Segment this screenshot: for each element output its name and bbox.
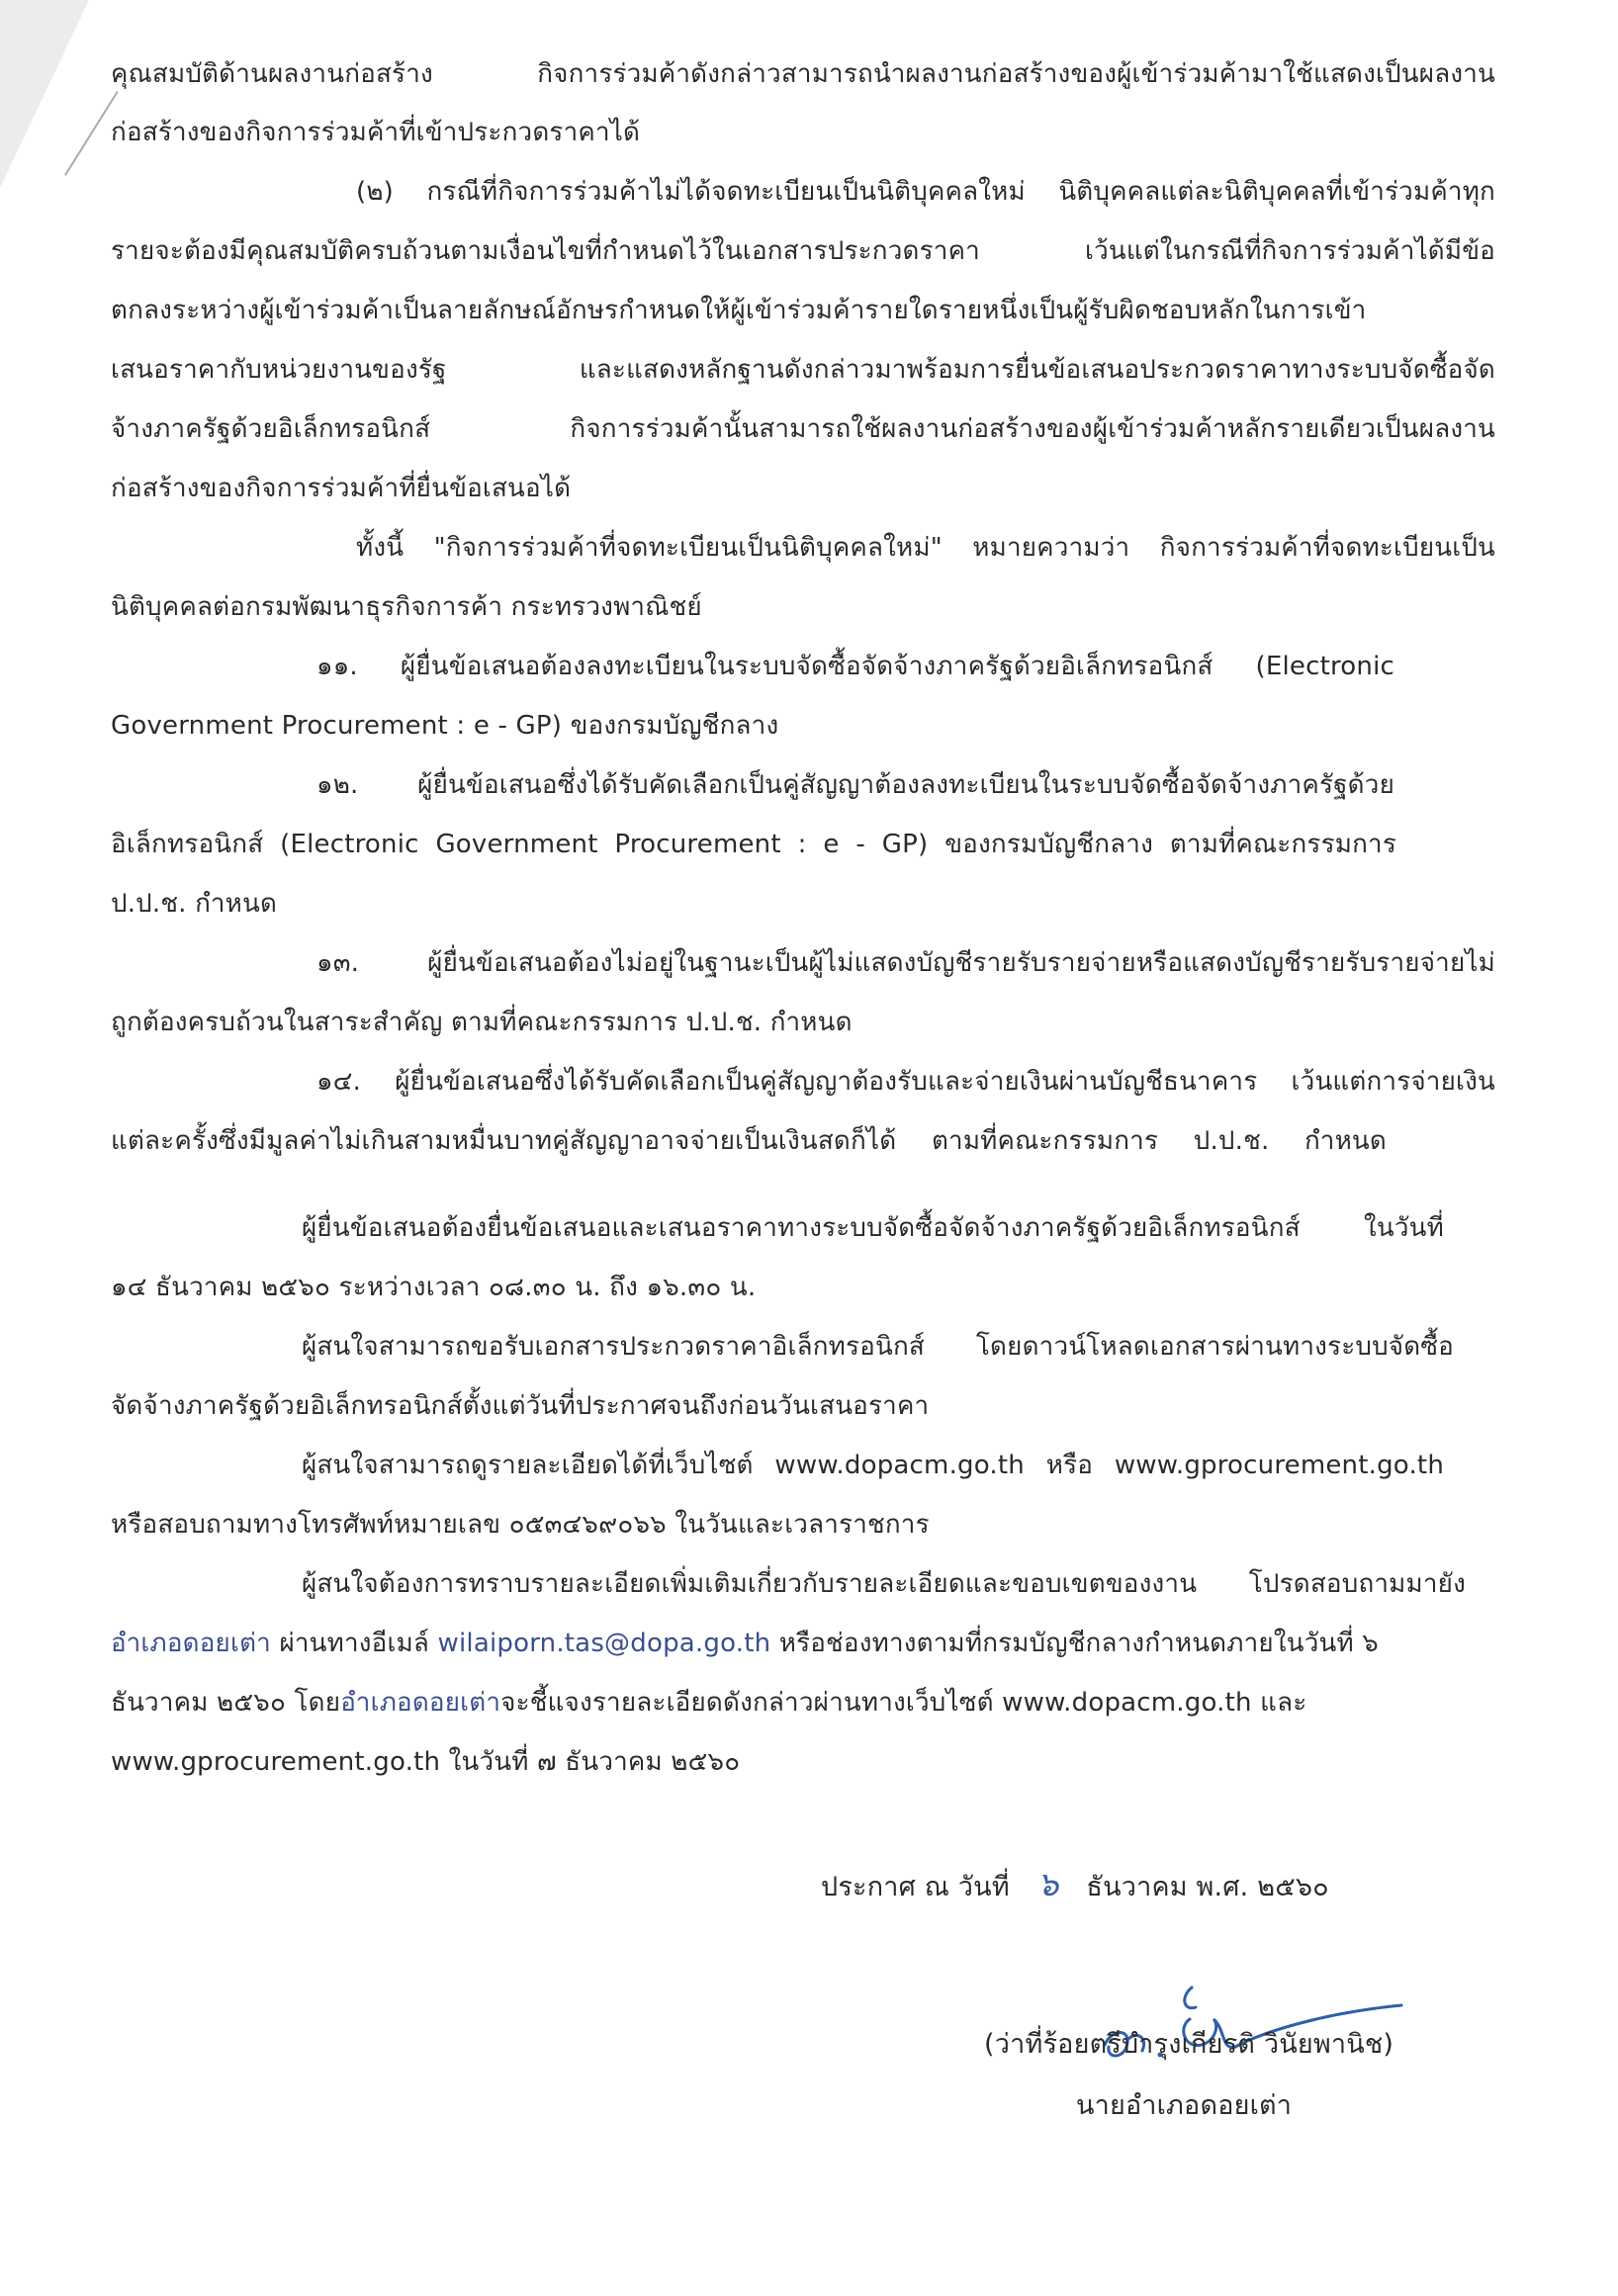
date-text: ธันวาคม ๒๕๖๐ โดย bbox=[111, 1688, 341, 1718]
announcement-month-year: ธันวาคม พ.ศ. ๒๕๖๐ bbox=[1086, 1872, 1329, 1902]
signer-name: (ว่าที่ร้อยตรีบำรุงเกียรติ วินัยพานิช) bbox=[984, 2029, 1394, 2060]
contact-line: www.gprocurement.go.th ในวันที่ ๗ ธันวาคม ๒๕๖๐ bbox=[111, 1747, 741, 1777]
district-name: อำเภอดอยเต่า bbox=[111, 1629, 271, 1658]
contact-email: wilaiporn.tas@dopa.go.th bbox=[437, 1629, 771, 1658]
submission-line: ๑๔ ธันวาคม ๒๕๖๐ ระหว่างเวลา ๐๘.๓๐ น. ถึง ๑๖.๓๐ น. bbox=[111, 1273, 757, 1302]
paragraph-line: ก่อสร้างของกิจการร่วมค้าที่เข้าประกวดราคาได้ bbox=[111, 118, 641, 147]
clause-12-line: ป.ป.ช. กำหนด bbox=[111, 889, 278, 919]
paragraph-line: นิติบุคคลต่อกรมพัฒนาธุรกิจการค้า กระทรวงพาณิชย์ bbox=[111, 592, 702, 622]
contact-line: ผู้สนใจต้องการทราบรายละเอียดเพิ่มเติมเกี่ยวกับรายละเอียดและขอบเขตของงาน โปรดสอบถามมายัง bbox=[302, 1569, 1466, 1599]
download-line: จัดจ้างภาครัฐด้วยอิเล็กทรอนิกส์ตั้งแต่วันที่ประกาศจนถึงก่อนวันเสนอราคา bbox=[111, 1391, 930, 1421]
clause-14-line: แต่ละครั้งซึ่งมีมูลค่าไม่เกินสามหมื่นบาทคู่สัญญาอาจจ่ายเป็นเงินสดก็ได้ ตามที่คณะกรรมการ ป.ป.ช. กำหนด bbox=[111, 1126, 1387, 1156]
paragraph-line: ก่อสร้างของกิจการร่วมค้าที่ยื่นข้อเสนอได้ bbox=[111, 474, 572, 503]
clause-12-line: อิเล็กทรอนิกส์ (Electronic Government Procurement : e - GP) ของกรมบัญชีกลาง ตามที่คณะกรรมการ bbox=[111, 830, 1396, 859]
clause-11-line: ๑๑. ผู้ยื่นข้อเสนอต้องลงทะเบียนในระบบจัดซื้อจัดจ้างภาครัฐด้วยอิเล็กทรอนิกส์ (Electronic bbox=[316, 652, 1394, 681]
clause-12-line: ๑๒. ผู้ยื่นข้อเสนอซึ่งได้รับคัดเลือกเป็นคู่สัญญาต้องลงทะเบียนในระบบจัดซื้อจัดจ้างภาครัฐด้วย bbox=[316, 770, 1394, 800]
paragraph-line: คุณสมบัติด้านผลงานก่อสร้าง กิจการร่วมค้าดังกล่าวสามารถนำผลงานก่อสร้างของผู้เข้าร่วมค้ามาใช้แสดงเป็นผลงาน bbox=[111, 59, 1495, 89]
submission-line: ผู้ยื่นข้อเสนอต้องยื่นข้อเสนอและเสนอราคาทางระบบจัดซื้อจัดจ้างภาครัฐด้วยอิเล็กทรอนิกส์ ในวันที่ bbox=[302, 1213, 1444, 1243]
announcement-label: ประกาศ ณ วันที่ bbox=[821, 1872, 1010, 1902]
paragraph-line: รายจะต้องมีคุณสมบัติครบถ้วนตามเงื่อนไขที่กำหนดไว้ในเอกสารประกวดราคา เว้นแต่ในกรณีที่กิจการร่วมค้าได้มีข้อ bbox=[111, 236, 1495, 266]
signer-position: นายอำเภอดอยเต่า bbox=[1076, 2090, 1293, 2121]
paragraph-line: ทั้งนี้ "กิจการร่วมค้าที่จดทะเบียนเป็นนิติบุคคลใหม่" หมายความว่า กิจการร่วมค้าที่จดทะเบียนเป็น bbox=[356, 533, 1495, 563]
announcement-date bbox=[821, 1867, 1329, 1905]
clause-11-line: Government Procurement : e - GP) ของกรมบัญชีกลาง bbox=[111, 711, 779, 741]
deadline-text: หรือช่องทางตามที่กรมบัญชีกลางกำหนดภายในวันที่ ๖ bbox=[778, 1629, 1379, 1658]
phone-line: หรือสอบถามทางโทรศัพท์หมายเลข ๐๕๓๔๖๙๐๖๖ ในวันและเวลาราชการ bbox=[111, 1510, 930, 1540]
clause-13-line: ๑๓. ผู้ยื่นข้อเสนอต้องไม่อยู่ในฐานะเป็นผู้ไม่แสดงบัญชีรายรับรายจ่ายหรือแสดงบัญชีรายรับรายจ่ายไม่ bbox=[316, 948, 1495, 978]
contact-line bbox=[111, 1626, 1379, 1661]
clause-14-line: ๑๔. ผู้ยื่นข้อเสนอซึ่งได้รับคัดเลือกเป็นคู่สัญญาต้องรับและจ่ายเงินผ่านบัญชีธนาคาร เว้นแต่การจ่ายเงิน bbox=[316, 1067, 1495, 1097]
download-line: ผู้สนใจสามารถขอรับเอกสารประกวดราคาอิเล็กทรอนิกส์ โดยดาวน์โหลดเอกสารผ่านทางระบบจัดซื้อ bbox=[302, 1332, 1454, 1362]
contact-line bbox=[111, 1685, 1306, 1721]
district-name: อำเภอดอยเต่า bbox=[340, 1688, 501, 1718]
handwritten-day: ๖ bbox=[1036, 1865, 1059, 1904]
paragraph-line: เสนอราคากับหน่วยงานของรัฐ และแสดงหลักฐานดังกล่าวมาพร้อมการยื่นข้อเสนอประกวดราคาทางระบบจัดซื้อจัด bbox=[111, 355, 1495, 385]
paragraph-line: จ้างภาครัฐด้วยอิเล็กทรอนิกส์ กิจการร่วมค้านั้นสามารถใช้ผลงานก่อสร้างของผู้เข้าร่วมค้าหลักรายเดียวเป็นผลงาน bbox=[111, 414, 1495, 444]
clarification-text: จะชี้แจงรายละเอียดดังกล่าวผ่านทางเว็บไซต์ www.dopacm.go.th และ bbox=[500, 1688, 1307, 1718]
paragraph-line: (๒) กรณีที่กิจการร่วมค้าไม่ได้จดทะเบียนเป็นนิติบุคคลใหม่ นิติบุคคลแต่ละนิติบุคคลที่เข้าร่วมค้าทุก bbox=[356, 177, 1495, 207]
clause-13-line: ถูกต้องครบถ้วนในสาระสำคัญ ตามที่คณะกรรมการ ป.ป.ช. กำหนด bbox=[111, 1008, 853, 1037]
website-line: ผู้สนใจสามารถดูรายละเอียดได้ที่เว็บไซต์ www.dopacm.go.th หรือ www.gprocurement.go.th bbox=[302, 1451, 1444, 1480]
via-email-text: ผ่านทางอีเมล์ bbox=[279, 1629, 430, 1658]
paragraph-line: ตกลงระหว่างผู้เข้าร่วมค้าเป็นลายลักษณ์อักษรกำหนดให้ผู้เข้าร่วมค้ารายใดรายหนึ่งเป็นผู้รับผิดชอบหลักในการเข้า bbox=[111, 296, 1367, 325]
